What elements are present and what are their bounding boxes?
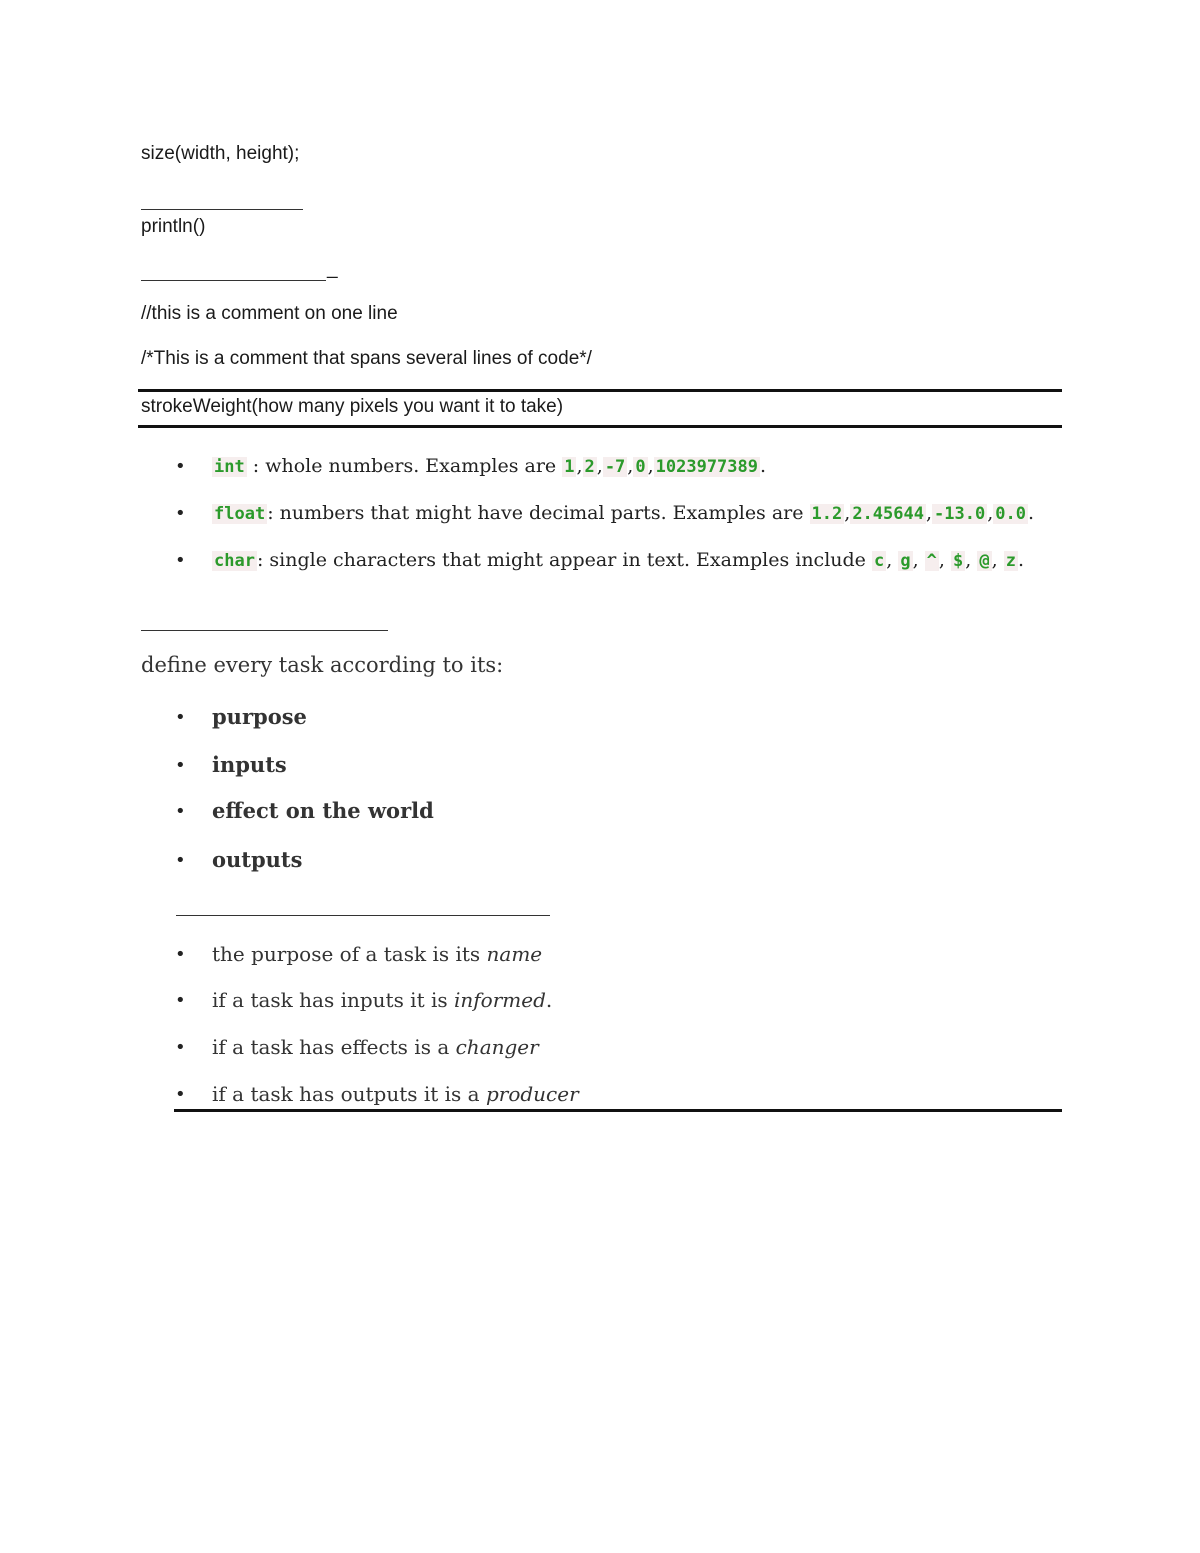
type-end: .: [760, 455, 767, 477]
thick-border-bottom: [138, 425, 1062, 428]
type-separator: ,: [938, 549, 951, 571]
type-item-char: [212, 549, 1024, 571]
bullet-dot: •: [175, 850, 186, 871]
type-separator: ,: [647, 455, 654, 477]
rule-term: informed: [454, 988, 546, 1012]
aspect-item: purpose: [212, 704, 307, 729]
bullet-dot: •: [175, 990, 186, 1011]
bullet-dot: •: [175, 801, 186, 822]
type-example: ^: [926, 551, 937, 571]
type-example: z: [1005, 551, 1016, 571]
type-example: 1: [564, 457, 575, 477]
thick-border-final: [174, 1109, 1062, 1112]
type-example: -7: [604, 457, 626, 477]
divider-3: [141, 630, 388, 631]
type-description: : whole numbers. Examples are: [246, 455, 563, 477]
type-example: g: [900, 551, 911, 571]
type-example: @: [979, 551, 990, 571]
thick-border-top: [138, 389, 1062, 392]
type-separator: ,: [844, 502, 851, 524]
rule-item: [212, 988, 552, 1012]
type-description: : numbers that might have decimal parts. Examples are: [267, 502, 810, 524]
rule-term: changer: [455, 1035, 539, 1059]
rule-item: [212, 1082, 579, 1106]
type-separator: ,: [965, 549, 978, 571]
type-keyword: char: [214, 551, 255, 571]
bullet-dot: •: [175, 456, 186, 477]
divider-1: [141, 209, 303, 210]
bullet-dot: •: [175, 707, 186, 728]
bullet-dot: •: [175, 944, 186, 965]
type-example: 1023977389: [655, 457, 758, 477]
type-separator: ,: [596, 455, 603, 477]
bullet-dot: •: [175, 1037, 186, 1058]
type-example: $: [953, 551, 964, 571]
aspect-item: inputs: [212, 752, 287, 777]
rule-term: name: [486, 942, 543, 966]
type-item-int: [212, 455, 766, 477]
type-example: -13.0: [934, 504, 986, 524]
rule-prefix: if a task has inputs it is: [212, 988, 454, 1012]
stroke-weight-line: strokeWeight(how many pixels you want it to take): [141, 396, 564, 417]
underscore-tail: _: [327, 258, 338, 279]
rule-prefix: if a task has effects is a: [212, 1035, 456, 1059]
type-separator: ,: [912, 549, 925, 571]
println-line: println(): [141, 216, 206, 237]
type-item-float: [212, 502, 1034, 524]
type-example: 0: [635, 457, 646, 477]
define-heading: define every task according to its:: [141, 653, 504, 677]
type-description: : single characters that might appear in text. Examples include: [256, 549, 872, 571]
aspect-item: outputs: [212, 847, 303, 872]
type-end: .: [1017, 549, 1024, 571]
type-keyword: int: [214, 457, 245, 477]
type-separator: ,: [886, 549, 899, 571]
bullet-dot: •: [175, 1084, 186, 1105]
type-example: 2: [584, 457, 595, 477]
size-call-line: size(width, height);: [141, 143, 300, 164]
bullet-dot: •: [175, 550, 186, 571]
type-separator: ,: [627, 455, 634, 477]
divider-2: [141, 280, 326, 281]
type-separator: ,: [576, 455, 583, 477]
bullet-dot: •: [175, 755, 186, 776]
type-separator: ,: [987, 502, 994, 524]
type-end: .: [1027, 502, 1035, 524]
divider-4: [176, 915, 550, 916]
comment-multi-line: /*This is a comment that spans several lines of code*/: [141, 348, 592, 369]
type-example: 1.2: [811, 504, 843, 524]
rule-item: [212, 1035, 539, 1059]
type-separator: ,: [991, 549, 1004, 571]
type-keyword: float: [214, 504, 266, 524]
type-separator: ,: [925, 502, 933, 524]
comment-single-line: //this is a comment on one line: [141, 303, 398, 324]
rule-prefix: the purpose of a task is its: [212, 942, 487, 966]
rule-suffix: .: [545, 988, 553, 1012]
type-example: 2.45644: [852, 504, 924, 524]
rule-item: [212, 942, 542, 966]
type-example: 0.0: [995, 504, 1026, 524]
aspect-item: effect on the world: [212, 798, 434, 823]
rule-prefix: if a task has outputs it is a: [212, 1082, 486, 1106]
bullet-dot: •: [175, 503, 186, 524]
type-example: c: [873, 551, 885, 571]
rule-term: producer: [485, 1082, 579, 1106]
